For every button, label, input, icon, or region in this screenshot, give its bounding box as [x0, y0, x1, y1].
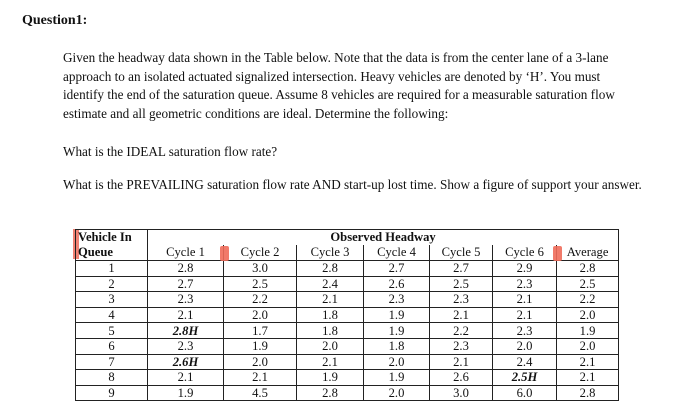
headway-cell: 2.8 — [297, 385, 364, 401]
headway-cell: 2.7 — [364, 261, 430, 277]
table-row — [76, 323, 619, 339]
table-body — [76, 261, 619, 401]
vehicle-number-cell: 4 — [76, 307, 148, 323]
table-row — [76, 385, 619, 401]
headway-cell: 1.9 — [224, 338, 297, 354]
vehicle-number-cell: 8 — [76, 370, 148, 386]
headway-cell: 2.1 — [430, 354, 493, 370]
headway-cell: 2.5 — [557, 276, 619, 292]
headway-cell: 1.9 — [297, 370, 364, 386]
vehicle-number-cell: 9 — [76, 385, 148, 401]
headway-cell: 2.2 — [224, 292, 297, 308]
question-title: Question1: — [22, 13, 88, 28]
table-row — [76, 370, 619, 386]
headway-cell: 2.3 — [493, 323, 557, 339]
headway-cell: 1.9 — [557, 323, 619, 339]
intro-paragraph: Given the headway data shown in the Table below. Note that the data is from the center lane of a 3-lane approach to an isolated actuated signalized intersection. Heavy vehicles are denoted by ‘H’. You must identify the end of the saturation queue. Assume 8 vehicles are required for a measurable saturation flow estimate and all geometric conditions are ideal. Determine the following: — [63, 50, 615, 121]
vehicle-number-cell: 1 — [76, 261, 148, 277]
vehicle-header-line2: Queue — [78, 245, 113, 259]
observed-headway-header: Observed Headway — [148, 230, 619, 245]
vehicle-number-cell: 5 — [76, 323, 148, 339]
headway-cell: 2.1 — [430, 307, 493, 323]
headway-cell: 2.0 — [493, 338, 557, 354]
headway-cell: 2.4 — [297, 276, 364, 292]
headway-cell: 2.2 — [430, 323, 493, 339]
vehicle-number-cell: 2 — [76, 276, 148, 292]
headway-cell: 2.2 — [557, 292, 619, 308]
headway-cell: 2.3 — [493, 276, 557, 292]
headway-cell: 2.8 — [557, 385, 619, 401]
table-row — [76, 276, 619, 292]
headway-cell: 2.3 — [430, 292, 493, 308]
column-header-average: Average — [557, 245, 619, 261]
headway-cell: 4.5 — [224, 385, 297, 401]
headway-cell: 2.7 — [148, 276, 224, 292]
vehicle-number-cell: 6 — [76, 338, 148, 354]
headway-cell: 2.1 — [224, 370, 297, 386]
headway-cell: 2.8 — [557, 261, 619, 277]
headway-cell: 2.8 — [148, 261, 224, 277]
column-header-cycle-2: Cycle 2 — [224, 245, 297, 261]
column-header-cycle-6: Cycle 6 — [493, 245, 557, 261]
headway-cell: 2.1 — [493, 292, 557, 308]
headway-cell: 2.3 — [148, 292, 224, 308]
table-row — [76, 354, 619, 370]
headway-cell: 2.3 — [364, 292, 430, 308]
headway-cell: 2.0 — [297, 338, 364, 354]
column-header-cycle-5: Cycle 5 — [430, 245, 493, 261]
column-header-row — [76, 245, 619, 261]
headway-cell: 2.0 — [557, 338, 619, 354]
headway-cell: 3.0 — [430, 385, 493, 401]
headway-cell: 2.3 — [148, 338, 224, 354]
headway-table — [75, 229, 619, 401]
headway-cell: 1.9 — [148, 385, 224, 401]
table-row — [76, 307, 619, 323]
headway-cell: 2.5 — [430, 276, 493, 292]
table-row — [76, 338, 619, 354]
column-header-cycle-3: Cycle 3 — [297, 245, 364, 261]
headway-cell: 2.0 — [224, 307, 297, 323]
headway-cell: 2.1 — [557, 354, 619, 370]
headway-cell: 1.9 — [364, 323, 430, 339]
headway-cell: 2.6 — [364, 276, 430, 292]
vehicle-header-line1: Vehicle In — [78, 230, 132, 244]
headway-cell: 1.8 — [364, 338, 430, 354]
highlight-mark — [220, 246, 229, 261]
headway-cell: 2.1 — [493, 307, 557, 323]
headway-cell: 1.9 — [364, 370, 430, 386]
headway-cell: 2.6 — [430, 370, 493, 386]
table-row — [76, 292, 619, 308]
headway-cell: 2.5H — [493, 370, 557, 386]
column-header-cycle-4: Cycle 4 — [364, 245, 430, 261]
vehicle-in-queue-header — [76, 230, 148, 261]
headway-cell: 2.1 — [148, 307, 224, 323]
headway-cell: 2.3 — [430, 338, 493, 354]
headway-cell: 2.1 — [297, 354, 364, 370]
vehicle-number-cell: 3 — [76, 292, 148, 308]
headway-cell: 6.0 — [493, 385, 557, 401]
column-header-cycle-1: Cycle 1 — [148, 245, 224, 261]
headway-cell: 2.8 — [297, 261, 364, 277]
headway-cell: 2.6H — [148, 354, 224, 370]
prevailing-saturation-question: What is the PREVAILING saturation flow rate AND start-up lost time. Show a figure of support your answer. — [63, 177, 642, 192]
ideal-saturation-question: What is the IDEAL saturation flow rate? — [63, 144, 278, 159]
headway-cell: 1.9 — [364, 307, 430, 323]
headway-cell: 2.5 — [224, 276, 297, 292]
headway-cell: 2.0 — [557, 307, 619, 323]
headway-cell: 2.1 — [297, 292, 364, 308]
headway-cell: 2.0 — [364, 385, 430, 401]
headway-cell: 2.0 — [224, 354, 297, 370]
headway-cell: 1.7 — [224, 323, 297, 339]
headway-cell: 2.4 — [493, 354, 557, 370]
headway-cell: 1.8 — [297, 323, 364, 339]
headway-cell: 2.8H — [148, 323, 224, 339]
headway-cell: 2.1 — [148, 370, 224, 386]
headway-cell: 1.8 — [297, 307, 364, 323]
vehicle-number-cell: 7 — [76, 354, 148, 370]
headway-cell: 2.1 — [557, 370, 619, 386]
headway-cell: 3.0 — [224, 261, 297, 277]
table-row — [76, 261, 619, 277]
highlight-mark — [553, 246, 562, 261]
headway-cell: 2.0 — [364, 354, 430, 370]
headway-cell: 2.9 — [493, 261, 557, 277]
headway-cell: 2.7 — [430, 261, 493, 277]
